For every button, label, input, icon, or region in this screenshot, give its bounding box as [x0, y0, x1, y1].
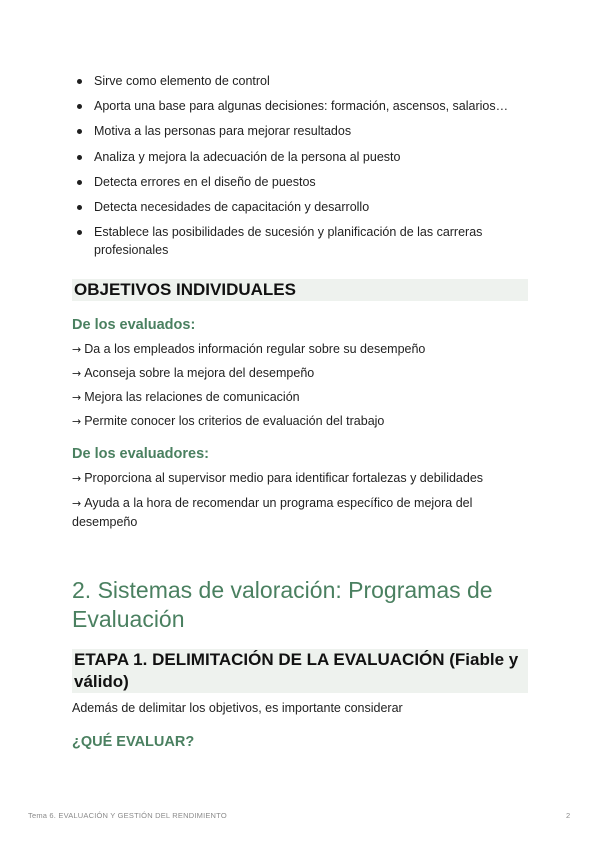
bullet-text: Detecta errores en el diseño de puestos: [94, 174, 316, 189]
bullet-text: Aporta una base para algunas decisiones: formación, ascensos, salarios…: [94, 99, 509, 114]
bullet-dot: [77, 129, 82, 134]
evaluadores-title: De los evaluadores:: [72, 446, 209, 462]
bullet-text: Establece las posibilidades de sucesión y planificación de las carreras profesionales: [94, 225, 483, 258]
bullet-list: [72, 72, 528, 266]
arrow-item-text: Aconseja sobre la mejora del desempeño: [84, 366, 315, 380]
arrow-item-text: Da a los empleados información regular sobre su desempeño: [84, 342, 426, 356]
bullet-text: Sirve como elemento de control: [94, 74, 270, 88]
arrow-item: [72, 340, 528, 359]
etapa-heading: ETAPA 1. DELIMITACIÓN DE LA EVALUACIÓN (Fiable y válido): [72, 649, 528, 693]
bullet-text: Analiza y mejora la adecuación de la persona al puesto: [94, 149, 401, 164]
footer-title: Tema 6. EVALUACIÓN Y GESTIÓN DEL RENDIMIENTO: [28, 811, 227, 820]
arrow-item: [72, 494, 528, 531]
list-item: [72, 198, 528, 216]
bullet-text: Detecta necesidades de capacitación y desarrollo: [94, 199, 370, 214]
arrow-icon: →: [72, 472, 82, 485]
que-evaluar-heading: ¿QUÉ EVALUAR?: [72, 734, 195, 750]
arrow-icon: →: [72, 391, 82, 404]
list-item: [72, 173, 528, 191]
arrow-icon: →: [72, 367, 82, 380]
arrow-item: [72, 412, 528, 431]
arrow-item-text: Permite conocer los criterios de evaluación del trabajo: [84, 414, 385, 428]
bullet-dot: [77, 155, 82, 160]
arrow-icon: →: [72, 415, 82, 428]
arrow-icon: →: [72, 343, 82, 356]
objetivos-heading: OBJETIVOS INDIVIDUALES: [72, 279, 528, 301]
arrow-item: [72, 364, 528, 383]
bullet-dot: [77, 180, 82, 185]
arrow-item-text: Mejora las relaciones de comunicación: [84, 390, 300, 404]
etapa-text: Además de delimitar los objetivos, es importante considerar: [72, 701, 403, 715]
list-item: [72, 223, 528, 259]
list-item: [72, 97, 528, 115]
bullet-dot: [77, 230, 82, 235]
list-item: [72, 148, 528, 166]
bullet-dot: [77, 205, 82, 210]
chapter-title: 2. Sistemas de valoración: Programas de Evaluación: [72, 577, 493, 632]
bullet-dot: [77, 104, 82, 109]
bullet-dot: [77, 79, 82, 84]
list-item: [72, 122, 528, 140]
list-item: [72, 72, 528, 90]
bullet-text: Motiva a las personas para mejorar resultados: [94, 124, 352, 139]
arrow-item-text: Ayuda a la hora de recomendar un programa específico de mejora del desempeño: [72, 496, 473, 529]
evaluados-title: De los evaluados:: [72, 317, 196, 333]
arrow-item-text: Proporciona al supervisor medio para identificar fortalezas y debilidades: [84, 471, 484, 485]
page-number: 2: [566, 811, 571, 820]
arrow-icon: →: [72, 497, 82, 510]
arrow-item: [72, 388, 528, 407]
arrow-item: [72, 469, 528, 488]
